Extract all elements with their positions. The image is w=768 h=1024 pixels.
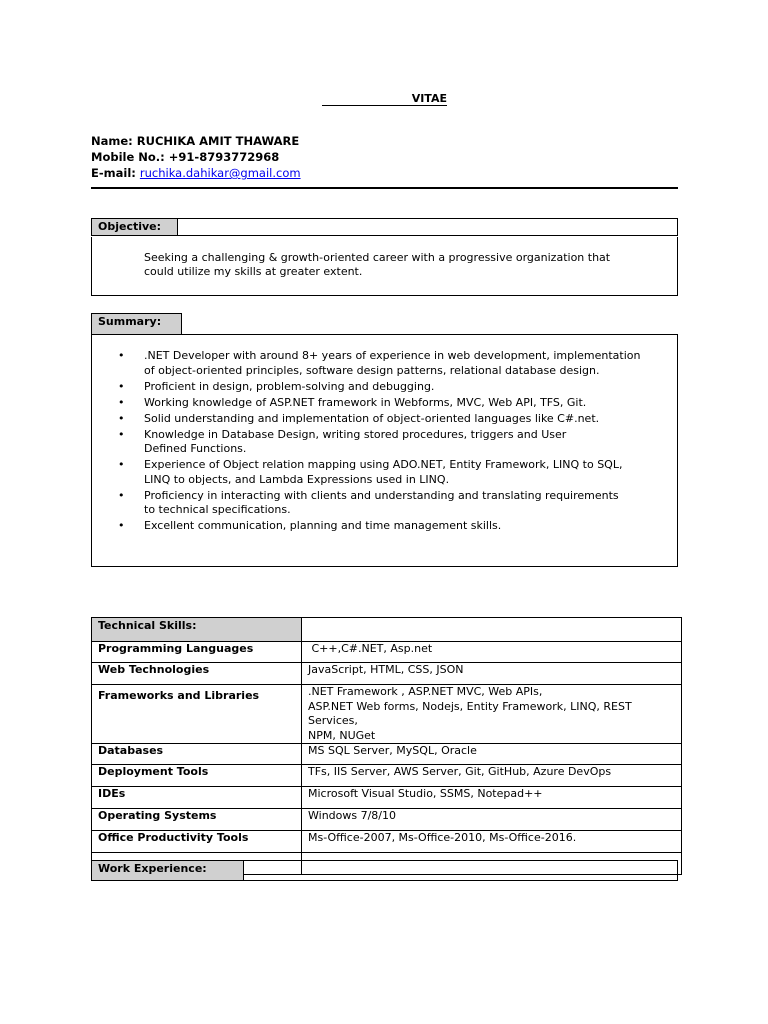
bullet-icon: • <box>118 411 125 425</box>
table-row <box>92 809 682 831</box>
summary-box <box>91 334 678 567</box>
skill-key: Office Productivity Tools <box>92 831 302 853</box>
objective-label: Objective: <box>92 219 178 235</box>
name-label: Name: <box>91 134 133 148</box>
skill-value: C++,C#.NET, Asp.net <box>302 642 682 663</box>
bullet-icon: • <box>118 458 125 471</box>
table-row <box>92 663 682 685</box>
skill-value: MS SQL Server, MySQL, Oracle <box>302 744 682 765</box>
table-row <box>92 765 682 787</box>
divider <box>91 187 678 189</box>
work-experience-label: Work Experience: <box>92 861 244 880</box>
summary-label: Summary: <box>91 313 182 334</box>
list-item: • Proficient in design, problem-solving and debugging. <box>118 379 435 393</box>
bullet-icon: • <box>118 519 125 532</box>
skills-header: Technical Skills: <box>92 618 302 642</box>
bullet-icon: • <box>118 395 125 409</box>
summary-list <box>114 349 659 535</box>
bullet-icon: • <box>118 379 125 393</box>
list-item: • Experience of Object relation mapping using ADO.NET, Entity Framework, LINQ to SQL, LINQ to objects, and Lambda Expressions used in LINQ. <box>118 458 623 486</box>
email-line <box>91 165 301 181</box>
title-underline <box>322 93 447 106</box>
contact-block <box>91 133 301 181</box>
mobile-value: +91-8793772968 <box>168 150 280 164</box>
skill-value: Ms-Office-2007, Ms-Office-2010, Ms-Office-2016. <box>302 831 682 853</box>
table-row <box>92 618 682 642</box>
name-value: RUCHIKA AMIT THAWARE <box>136 134 300 148</box>
list-item: • Knowledge in Database Design, writing stored procedures, triggers and User Defined Functions. <box>118 427 567 455</box>
table-cell <box>302 618 682 642</box>
skill-key: Programming Languages <box>92 642 302 663</box>
skill-value: .NET Framework , ASP.NET MVC, Web APIs, ASP.NET Web forms, Nodejs, Entity Framework, LINQ, REST Services, NPM, NUGet <box>302 685 682 744</box>
bullet-icon: • <box>118 488 125 502</box>
mobile-line <box>91 149 301 165</box>
skill-key: Web Technologies <box>92 663 302 685</box>
table-row <box>92 642 682 663</box>
skill-key: IDEs <box>92 787 302 809</box>
table-row <box>92 744 682 765</box>
list-item: • Working knowledge of ASP.NET framework in Webforms, MVC, Web API, TFS, Git. <box>118 395 587 409</box>
bullet-icon: • <box>118 349 125 362</box>
table-row <box>92 685 682 744</box>
objective-header <box>91 218 678 236</box>
objective-text <box>144 251 644 278</box>
mobile-label: Mobile No.: <box>91 150 165 164</box>
table-row <box>92 787 682 809</box>
skill-key: Frameworks and Libraries <box>92 685 302 744</box>
email-link[interactable]: ruchika.dahikar@gmail.com <box>139 166 301 180</box>
name-line <box>91 133 301 149</box>
skill-value: Microsoft Visual Studio, SSMS, Notepad++ <box>302 787 682 809</box>
skill-value: TFs, IIS Server, AWS Server, Git, GitHub, Azure DevOps <box>302 765 682 787</box>
work-experience-header <box>91 860 678 881</box>
email-label: E-mail: <box>91 166 136 180</box>
skill-value: Windows 7/8/10 <box>302 809 682 831</box>
objective-line: Seeking a challenging & growth-oriented career with a progressive organization that <box>144 251 611 264</box>
objective-line: could utilize my skills at greater extent. <box>144 264 363 278</box>
skill-value: JavaScript, HTML, CSS, JSON <box>302 663 682 685</box>
bullet-icon: • <box>118 427 125 441</box>
skill-key: Deployment Tools <box>92 765 302 787</box>
skills-table <box>91 617 682 875</box>
objective-box <box>91 237 678 296</box>
list-item: • Solid understanding and implementation of object-oriented languages like C#.net. <box>118 411 600 425</box>
skill-key: Operating Systems <box>92 809 302 831</box>
list-item: • Proficiency in interacting with clients and understanding and translating requirements to technical specifications. <box>118 488 619 516</box>
list-item: • Excellent communication, planning and time management skills. <box>118 519 502 532</box>
list-item: • .NET Developer with around 8+ years of experience in web development, implementation of object-oriented principles, software design patterns, relational database design. <box>118 349 641 377</box>
table-row <box>92 831 682 853</box>
page-title: VITAE <box>411 92 447 105</box>
skill-key: Databases <box>92 744 302 765</box>
